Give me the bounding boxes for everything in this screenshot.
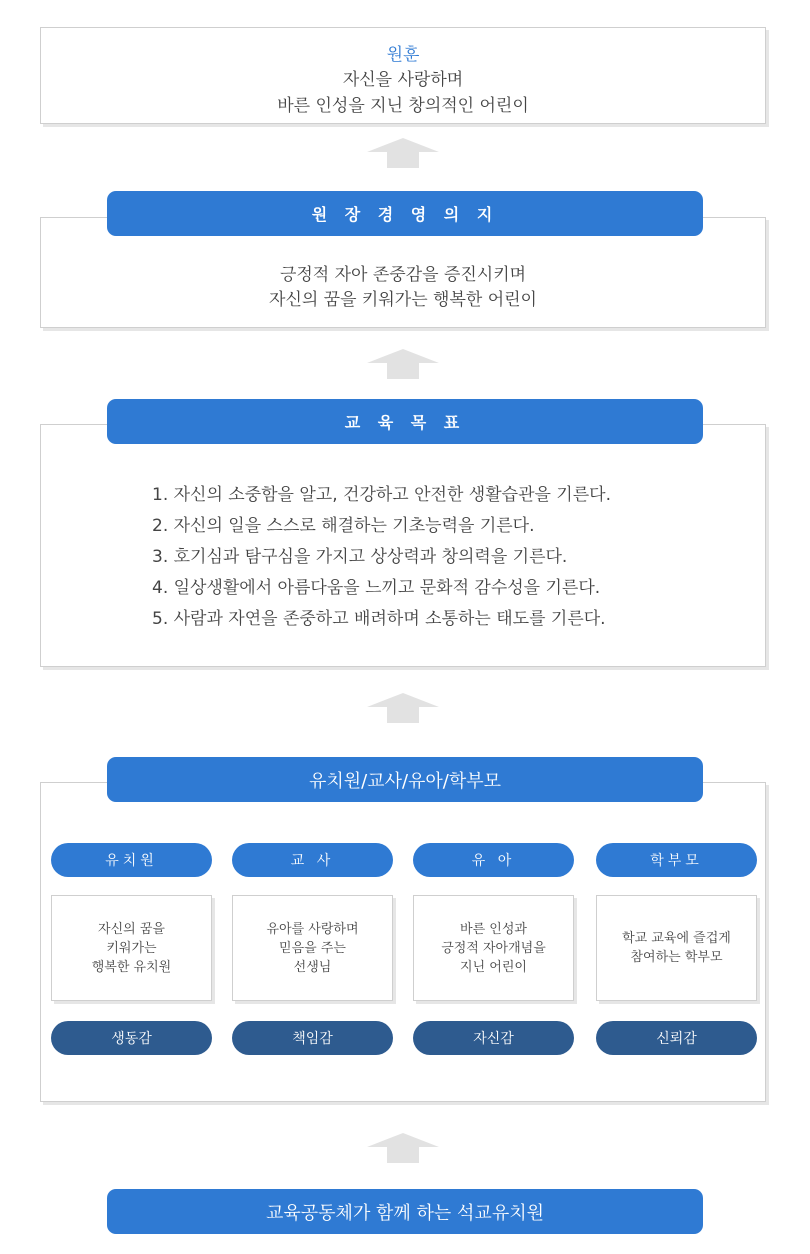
- goal-item: 2. 자신의 일을 스스로 해결하는 기초능력을 기른다.: [152, 516, 535, 536]
- education-goals-list: [152, 482, 611, 637]
- education-goals-title: 교 육 목 표: [107, 399, 703, 444]
- role-child-value: 자신감: [413, 1021, 574, 1055]
- bottom-title: 교육공동체가 함께 하는 석교유치원: [107, 1189, 703, 1234]
- director-vision-title: 원 장 경 영 의 지: [107, 191, 703, 236]
- goal-item: 5. 사람과 자연을 존중하고 배려하며 소통하는 태도를 기른다.: [152, 609, 606, 629]
- motto-line-2: 바른 인성을 지닌 창의적인 어린이: [277, 96, 529, 116]
- goal-item: 4. 일상생활에서 아름다움을 느끼고 문화적 감수성을 기른다.: [152, 578, 601, 598]
- up-arrow-icon: [367, 1133, 439, 1163]
- goal-item: 3. 호기심과 탐구심을 가지고 상상력과 창의력을 기른다.: [152, 547, 568, 567]
- role-child-pill: 유 아: [413, 843, 574, 877]
- director-vision-line-1: 긍정적 자아 존중감을 증진시키며: [279, 265, 527, 285]
- role-parent-value: 신뢰감: [596, 1021, 757, 1055]
- role-teacher-pill: 교 사: [232, 843, 393, 877]
- role-child-desc: 바른 인성과 긍정적 자아개념을 지닌 어린이: [413, 895, 574, 1001]
- role-kindergarten-pill: 유치원: [51, 843, 212, 877]
- up-arrow-icon: [367, 138, 439, 168]
- role-kindergarten-value: 생동감: [51, 1021, 212, 1055]
- role-parent-pill: 학부모: [596, 843, 757, 877]
- motto-title: 원훈: [386, 45, 420, 65]
- role-teacher-desc: 유아를 사랑하며 믿음을 주는 선생님: [232, 895, 393, 1001]
- up-arrow-icon: [367, 349, 439, 379]
- motto-box: [40, 27, 766, 124]
- up-arrow-icon: [367, 693, 439, 723]
- education-goals-box: [40, 424, 766, 667]
- goal-item: 1. 자신의 소중함을 알고, 건강하고 안전한 생활습관을 기른다.: [152, 485, 611, 505]
- role-teacher-value: 책임감: [232, 1021, 393, 1055]
- director-vision-line-2: 자신의 꿈을 키워가는 행복한 어린이: [269, 290, 537, 310]
- role-parent-desc: 학교 교육에 즐겁게 참여하는 학부모: [596, 895, 757, 1001]
- community-title: 유치원/교사/유아/학부모: [107, 757, 703, 802]
- role-kindergarten-desc: 자신의 꿈을 키워가는 행복한 유치원: [51, 895, 212, 1001]
- motto-line-1: 자신을 사랑하며: [342, 70, 464, 90]
